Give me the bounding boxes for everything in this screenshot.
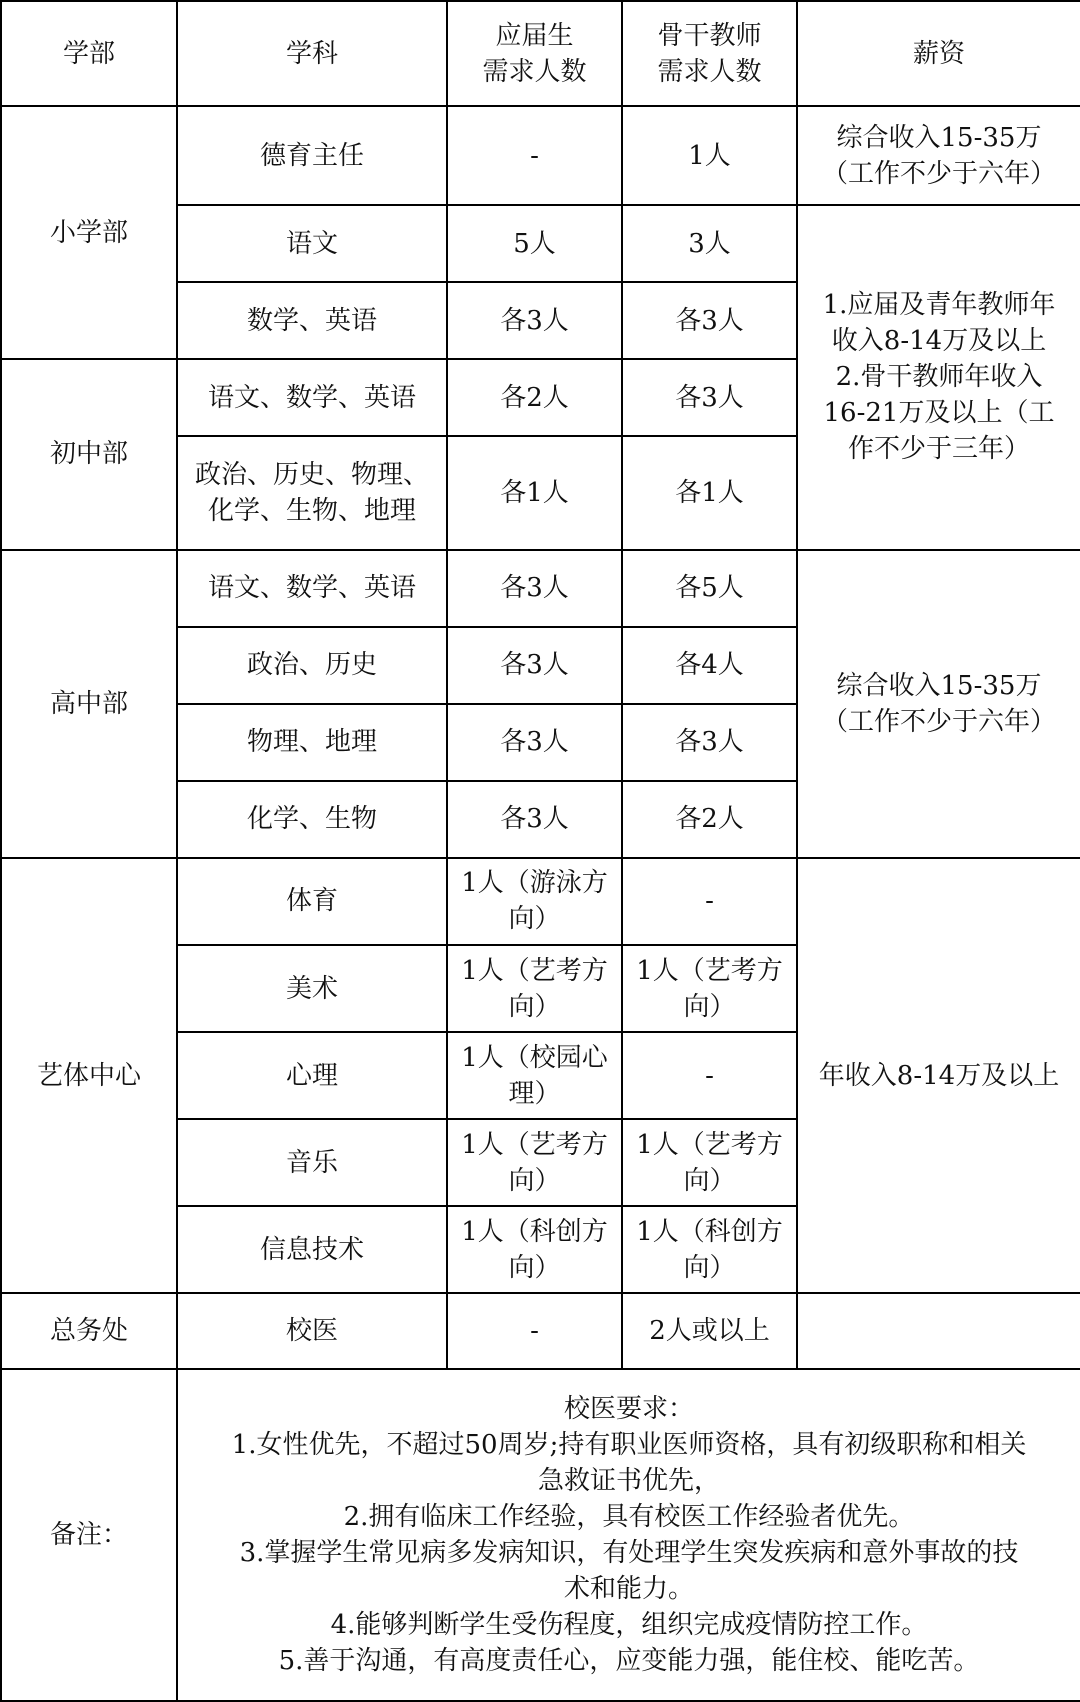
graduate-count-cell: 各2人 [447,359,622,436]
header-core-teacher-count [622,1,797,106]
graduate-count-cell [447,1206,622,1293]
salary-line: （工作不少于六年） [821,706,1056,737]
count-line: 1人（艺考方 [461,1129,608,1160]
note-line: 5.善于沟通，有高度责任心，应变能力强，能住校、能吃苦。 [278,1646,980,1677]
graduate-count-cell [447,1119,622,1206]
table-row [1,1293,1080,1369]
salary-line: 综合收入15-35万 [836,670,1042,701]
salary-arts: 年收入8-14万及以上 [797,858,1080,1293]
header-core-line1: 骨干教师 [657,20,762,51]
graduate-count-cell [447,1032,622,1119]
core-count-cell: 3人 [622,205,797,282]
salary-primary-junior [797,205,1080,549]
note-line: 术和能力。 [563,1574,694,1605]
core-count-cell: 各3人 [622,282,797,359]
subject-cell: 数学、英语 [177,282,447,359]
count-line: 1人（校园心 [461,1042,608,1073]
core-count-cell: 1人 [622,106,797,205]
graduate-count-cell [447,945,622,1032]
core-count-cell: 各4人 [622,627,797,704]
dept-arts: 艺体中心 [1,858,177,1293]
dept-general: 总务处 [1,1293,177,1369]
salary-line: 16-21万及以上（工 [823,398,1055,429]
subject-cell: 信息技术 [177,1206,447,1293]
subject-cell: 语文、数学、英语 [177,550,447,627]
count-line: 向） [508,1165,561,1196]
note-line: 校医要求： [563,1394,694,1425]
subject-cell: 体育 [177,858,447,945]
dept-junior: 初中部 [1,359,177,549]
header-core-line2: 需求人数 [657,56,762,87]
graduate-count-cell: - [447,106,622,205]
subject-cell: 心理 [177,1032,447,1119]
salary-line: （工作不少于六年） [821,158,1056,189]
count-line: 向） [508,1252,561,1283]
header-graduate-count [447,1,622,106]
subject-line: 化学、生物、地理 [207,496,416,527]
graduate-count-cell: 各3人 [447,704,622,781]
header-salary: 薪资 [797,1,1080,106]
core-count-cell: 各3人 [622,359,797,436]
notes-label: 备注： [1,1369,177,1701]
subject-cell [177,436,447,549]
header-graduate-line1: 应届生 [495,20,574,51]
subject-cell: 德育主任 [177,106,447,205]
graduate-count-cell: 各3人 [447,781,622,858]
graduate-count-cell [447,858,622,945]
salary-line: 1.应届及青年教师年 [822,290,1056,321]
graduate-count-cell: - [447,1293,622,1369]
note-line: 3.掌握学生常见病多发病知识，有处理学生突发疾病和意外事故的技 [239,1538,1019,1569]
count-line: 向） [683,1252,736,1283]
core-count-cell: - [622,858,797,945]
core-count-cell: 各3人 [622,704,797,781]
subject-cell: 美术 [177,945,447,1032]
header-subject: 学科 [177,1,447,106]
graduate-count-cell: 各1人 [447,436,622,549]
count-line: 理） [508,1078,561,1109]
subject-cell: 语文、数学、英语 [177,359,447,436]
salary-director [797,106,1080,205]
header-graduate-line2: 需求人数 [482,56,587,87]
table-row [1,550,1080,627]
note-line: 1.女性优先，不超过50周岁;持有职业医师资格，具有初级职称和相关 [231,1430,1027,1461]
graduate-count-cell: 5人 [447,205,622,282]
note-line: 4.能够判断学生受伤程度，组织完成疫情防控工作。 [330,1610,928,1641]
subject-line: 政治、历史、物理、 [194,460,429,491]
salary-line: 2.骨干教师年收入 [835,362,1043,393]
graduate-count-cell: 各3人 [447,282,622,359]
graduate-count-cell: 各3人 [447,627,622,704]
count-line: 1人（科创方 [461,1216,608,1247]
dept-primary: 小学部 [1,106,177,359]
core-count-cell: 各1人 [622,436,797,549]
core-count-cell [622,1206,797,1293]
count-line: 1人（艺考方 [636,1129,783,1160]
header-row [1,1,1080,106]
core-count-cell [622,945,797,1032]
salary-line: 综合收入15-35万 [836,122,1042,153]
table-row [1,858,1080,945]
count-line: 向） [508,991,561,1022]
note-line: 2.拥有临床工作经验，具有校医工作经验者优先。 [343,1502,915,1533]
count-line: 向） [683,1165,736,1196]
count-line: 1人（科创方 [636,1216,783,1247]
salary-senior [797,550,1080,858]
notes-row [1,1369,1080,1701]
count-line: 1人（艺考方 [636,955,783,986]
table-row [1,106,1080,205]
subject-cell: 音乐 [177,1119,447,1206]
subject-cell: 化学、生物 [177,781,447,858]
core-count-cell [622,1119,797,1206]
subject-cell: 校医 [177,1293,447,1369]
salary-line: 作不少于三年） [847,434,1030,465]
salary-line: 收入8-14万及以上 [831,326,1047,357]
salary-empty-cell [797,1293,1080,1369]
count-line: 1人（艺考方 [461,955,608,986]
core-count-cell: 各2人 [622,781,797,858]
subject-cell: 语文 [177,205,447,282]
note-line: 急救证书优先， [537,1466,720,1497]
subject-cell: 政治、历史 [177,627,447,704]
graduate-count-cell: 各3人 [447,550,622,627]
subject-cell: 物理、地理 [177,704,447,781]
core-count-cell: 各5人 [622,550,797,627]
dept-senior: 高中部 [1,550,177,858]
core-count-cell: 2人或以上 [622,1293,797,1369]
notes-content [177,1369,1080,1701]
header-dept: 学部 [1,1,177,106]
count-line: 向） [683,991,736,1022]
core-count-cell: - [622,1032,797,1119]
count-line: 向） [508,904,561,935]
count-line: 1人（游泳方 [461,868,608,899]
